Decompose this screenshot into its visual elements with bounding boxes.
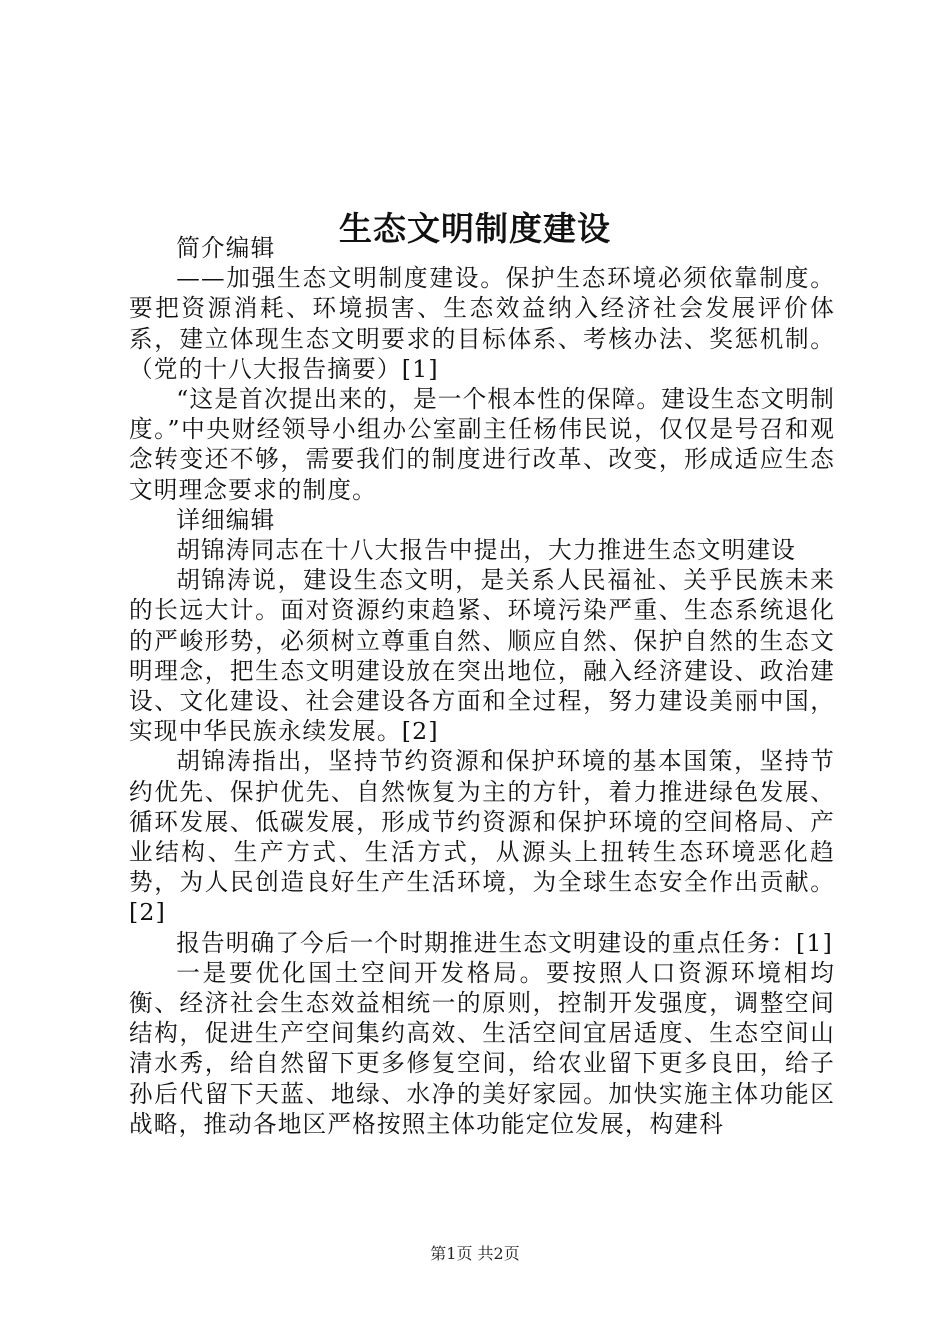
document-title: 生态文明制度建设 (339, 209, 611, 249)
paragraph: 报告明确了今后一个时期推进生态文明建设的重点任务：[1] (176, 928, 834, 957)
page-number-footer: 第1页 共2页 (430, 1244, 520, 1263)
section-heading-intro: 简介编辑 (176, 234, 276, 262)
document-body (129, 233, 835, 1139)
paragraph: “这是首次提出来的，是一个根本性的保障。建设生态文明制度。”中央财经领导小组办公室副主任杨伟民说，仅仅是号召和观念转变还不够，需要我们的制度进行改革、改变，形成适应生态文明理念要求的制度。 (129, 385, 835, 504)
paragraph: 胡锦涛同志在十八大报告中提出，大力推进生态文明建设 (176, 536, 797, 565)
section-heading-detail: 详细编辑 (176, 505, 276, 534)
paragraph: 一是要优化国土空间开发格局。要按照人口资源环境相均衡、经济社会生态效益相统一的原则，控制开发强度，调整空间结构，促进生产空间集约高效、生活空间宜居适度、生态空间山清水秀，给自然留下更多修复空间，给农业留下更多良田，给子孙后代留下天蓝、地绿、水净的美好家园。加快实施主体功能区战略，推动各地区严格按照主体功能定位发展，构建科 (129, 958, 835, 1138)
paragraph: ——加强生态文明制度建设。保护生态环境必须依靠制度。要把资源消耗、环境损害、生态效益纳入经济社会发展评价体系，建立体现生态文明要求的目标体系、考核办法、奖惩机制。（党的十八大报告摘要）[1] (129, 264, 835, 383)
paragraph: 胡锦涛说，建设生态文明，是关系人民福祉、关乎民族未来的长远大计。面对资源约束趋紧、环境污染严重、生态系统退化的严峻形势，必须树立尊重自然、顺应自然、保护自然的生态文明理念，把生态文明建设放在突出地位，融入经济建设、政治建设、文化建设、社会建设各方面和全过程，努力建设美丽中国，实现中华民族永续发展。[2] (129, 566, 835, 746)
paragraph: 胡锦涛指出，坚持节约资源和保护环境的基本国策，坚持节约优先、保护优先、自然恢复为主的方针，着力推进绿色发展、循环发展、低碳发展，形成节约资源和保护环境的空间格局、产业结构、生产方式、生活方式，从源头上扭转生态环境恶化趋势，为人民创造良好生产生活环境，为全球生态安全作出贡献。[2] (129, 747, 835, 927)
